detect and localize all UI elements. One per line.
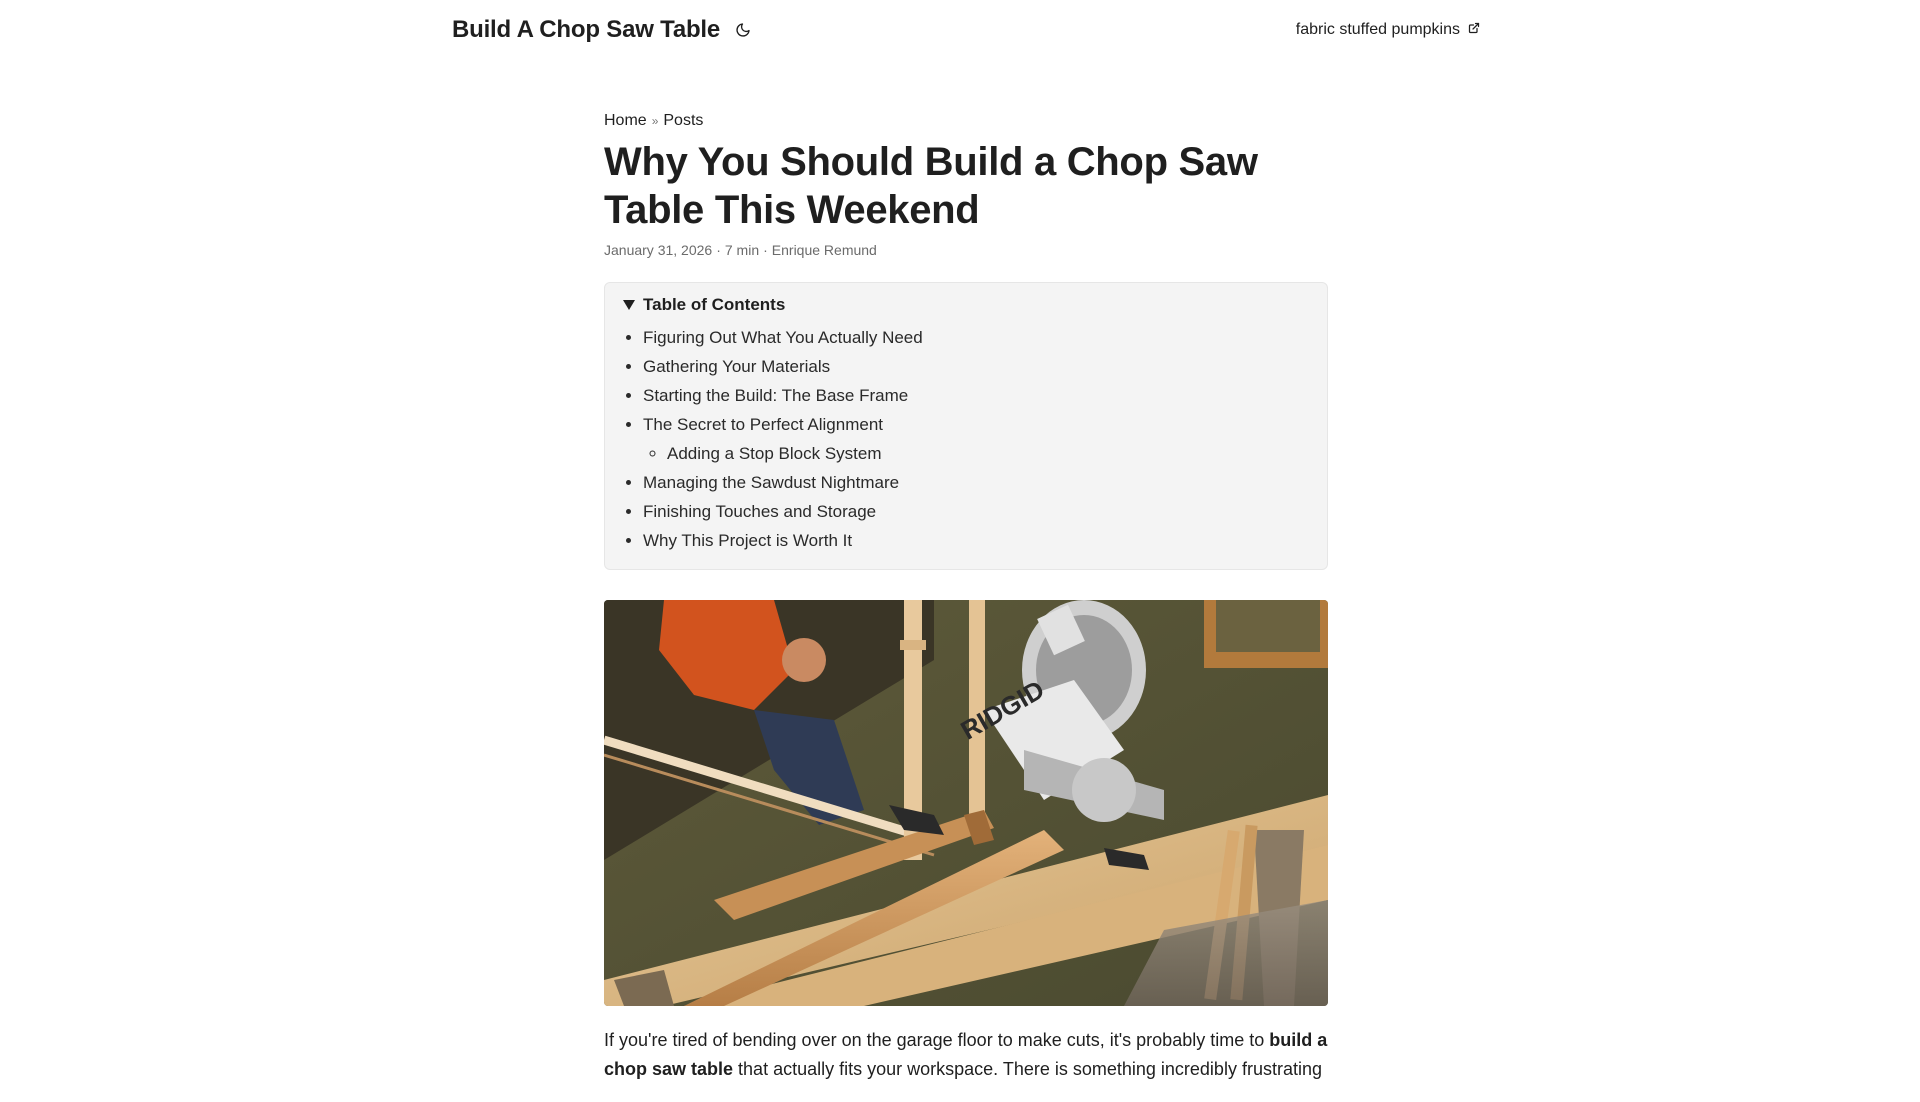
toc-link-figuring-out[interactable]: Figuring Out What You Actually Need	[643, 328, 923, 347]
toc-item	[643, 468, 1309, 497]
intro-paragraph	[604, 1026, 1328, 1084]
nav-link-label: fabric stuffed pumpkins	[1295, 21, 1460, 38]
toc-list	[623, 323, 1309, 555]
meta-separator: ·	[716, 242, 721, 258]
saw-brand-text: RIDGID	[955, 674, 1050, 746]
toc-link-stop-block[interactable]: Adding a Stop Block System	[667, 444, 882, 463]
toc-item	[643, 352, 1309, 381]
reading-time: 7 min	[724, 242, 760, 258]
toc-link-worth-it[interactable]: Why This Project is Worth It	[643, 531, 853, 550]
post-date: January 31, 2026	[604, 242, 713, 258]
table-of-contents	[604, 282, 1328, 570]
toc-link-sawdust[interactable]: Managing the Sawdust Nightmare	[643, 473, 900, 492]
toc-link-perfect-alignment[interactable]: The Secret to Perfect Alignment	[643, 415, 884, 434]
breadcrumb-home[interactable]: Home	[604, 112, 647, 129]
toc-toggle[interactable]	[623, 295, 1309, 315]
main-content	[604, 108, 1328, 1102]
intro-text-1: If you're tired of bending over on the garage floor to make cuts, it's probably time to	[604, 1030, 1270, 1050]
breadcrumb	[604, 108, 1328, 134]
meta-separator: ·	[763, 242, 768, 258]
post-title: Why You Should Build a Chop Saw Table This Weekend	[604, 140, 1258, 232]
toc-link-base-frame[interactable]: Starting the Build: The Base Frame	[643, 386, 909, 405]
toc-subitem	[667, 439, 1309, 468]
site-header	[452, 0, 1480, 60]
post-author: Enrique Remund	[771, 242, 877, 258]
toc-item	[643, 323, 1309, 352]
logo-switches	[452, 16, 754, 44]
toc-link-finishing-touches[interactable]: Finishing Touches and Storage	[643, 502, 877, 521]
triangle-down-icon	[623, 300, 635, 310]
toc-item	[643, 410, 1309, 468]
cover-illustration	[604, 600, 1328, 1006]
toc-sublist	[643, 439, 1309, 468]
toc-item	[643, 497, 1309, 526]
intro-text-2: that actually fits your workspace. There is something incredibly frustrating	[733, 1059, 1322, 1079]
cover-image	[604, 600, 1328, 1006]
site-logo[interactable]: Build A Chop Saw Table	[452, 16, 721, 43]
toc-item	[643, 526, 1309, 555]
intro-bold-keyword: build a chop saw table	[604, 1030, 1328, 1079]
toc-link-gathering-materials[interactable]: Gathering Your Materials	[643, 357, 831, 376]
breadcrumb-posts[interactable]: Posts	[663, 112, 704, 129]
external-link-icon	[1468, 21, 1480, 39]
post-meta	[604, 240, 1328, 260]
breadcrumb-separator: »	[651, 114, 659, 128]
moon-icon[interactable]	[732, 19, 754, 41]
toc-title: Table of Contents	[643, 295, 786, 314]
nav-link-fabric-stuffed-pumpkins[interactable]	[1296, 21, 1480, 39]
toc-item	[643, 381, 1309, 410]
